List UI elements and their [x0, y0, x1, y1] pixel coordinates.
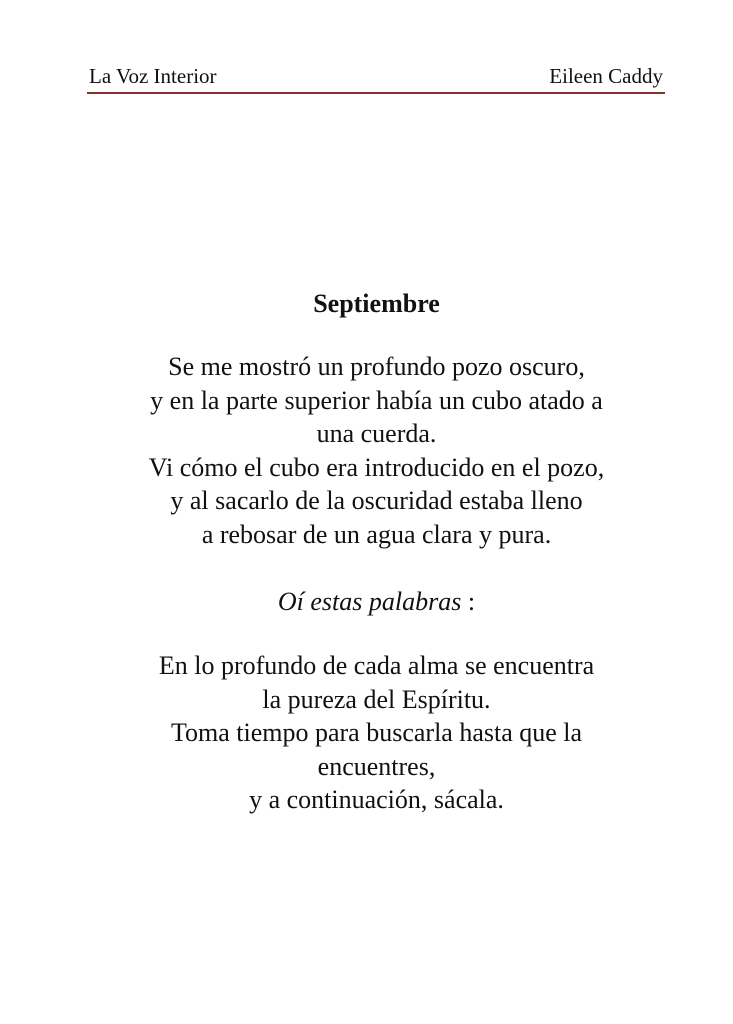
stanza-message	[40, 649, 713, 817]
author-name: Eileen Caddy	[549, 64, 663, 88]
page-content	[40, 288, 713, 817]
stanza-line: y a continuación, sácala.	[249, 785, 504, 814]
stanza-line: la pureza del Espíritu.	[262, 684, 491, 714]
stanza-line: y en la parte superior había un cubo atado a	[150, 385, 603, 415]
stanza-line: una cuerda.	[316, 419, 437, 448]
stanza-line: encuentres,	[317, 751, 436, 781]
stanza-line: y al sacarlo de la oscuridad estaba lleno	[170, 486, 583, 515]
words-intro-colon: :	[461, 587, 476, 616]
book-title: La Voz Interior	[89, 64, 217, 88]
stanza-vision	[40, 350, 713, 551]
words-intro	[40, 586, 713, 618]
stanza-line: En lo profundo de cada alma se encuentra	[158, 651, 595, 680]
stanza-line: Se me mostró un profundo pozo oscuro,	[168, 352, 585, 381]
words-intro-italic: Oí estas palabras	[277, 587, 462, 616]
stanza-line: Vi cómo el cubo era introducido en el pozo,	[148, 452, 605, 482]
section-title: Septiembre	[313, 289, 440, 318]
stanza-line: Toma tiempo para buscarla hasta que la	[170, 718, 583, 747]
page-header	[87, 62, 665, 94]
stanza-line: a rebosar de un agua clara y pura.	[201, 519, 552, 549]
